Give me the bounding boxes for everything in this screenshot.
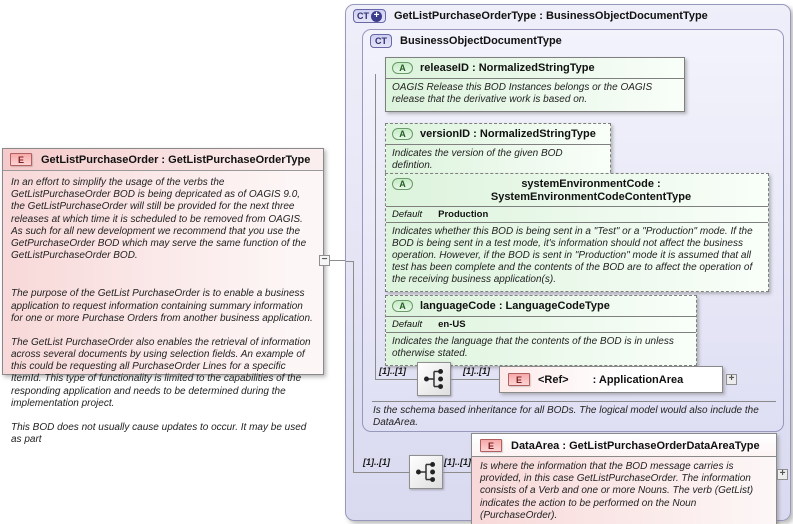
basetype-annotation: Is the schema based inheritance for all BODs. The logical model would also include the DataArea. (373, 405, 759, 429)
attribute-badge-icon: A (392, 178, 413, 190)
connector-line (330, 260, 346, 261)
expand-icon[interactable]: + (726, 374, 737, 385)
connector-line (346, 261, 353, 262)
attribute-annotation: Indicates whether this BOD is being sent in a "Test" or a "Production" mode. If the BOD is being sent in a test mode, it's information should not affect the business operation. However, if the BOD is sent in "Production" mode it is assumed that all test has been complete and the contents of the BOD are to affect the operation of the receiving business application(s). (392, 226, 753, 286)
connector-line (353, 261, 354, 473)
attribute-title: releaseID : NormalizedStringType (420, 62, 595, 74)
attribute-box-languagecode[interactable] (385, 295, 697, 366)
attribute-badge-icon: A (392, 62, 413, 74)
element-badge-icon: E (480, 439, 502, 452)
element-title: GetListPurchaseOrder : GetListPurchaseOrderType (41, 153, 311, 166)
attribute-title: systemEnvironmentCode : SystemEnvironmentCodeContentType (490, 178, 692, 203)
attribute-default-row (386, 207, 768, 223)
attribute-annotation: Indicates the language that the contents of the BOD is in unless otherwise stated. (392, 335, 674, 359)
element-header (3, 149, 323, 171)
default-label: Default (392, 318, 423, 330)
applicationarea-ref-box[interactable] (499, 366, 723, 393)
sequence-icon[interactable] (409, 455, 443, 489)
sequence-icon[interactable] (417, 362, 451, 396)
connector-line (443, 472, 471, 473)
annotation-paragraph: The GetList PurchaseOrder also enables the retrieval of information across several documents by using selection fields. An example of this could be requesting all PurchaseOrder Lines for a specific ItemId. This type of functionality is limited to the capabilities of the responding application and needs to be determined during the implementation project. (11, 336, 311, 409)
annotation-paragraph: This BOD does not usually cause updates to occur. It may be used as part (11, 422, 307, 446)
plus-icon: + (371, 11, 382, 22)
attribute-annotation: Indicates the version of the given BOD defintion. (392, 147, 563, 171)
attribute-title: versionID : NormalizedStringType (420, 128, 596, 140)
collapse-icon[interactable]: − (319, 255, 330, 266)
default-label: Default (392, 209, 423, 221)
basetype-title: BusinessObjectDocumentType (400, 35, 562, 47)
attribute-header (386, 174, 768, 207)
dataarea-header (472, 434, 776, 457)
attribute-header (386, 296, 696, 317)
cardinality-label: [1]..[1] (363, 457, 390, 467)
default-value: en-US (438, 318, 466, 330)
dataarea-title: DataArea : GetListPurchaseOrderDataAreaType (511, 439, 760, 452)
basetype-header (363, 30, 783, 52)
divider (372, 401, 776, 402)
complextype-badge-icon: CT (370, 34, 392, 48)
attribute-box-systemenvironmentcode[interactable] (385, 173, 769, 292)
element-badge-icon: E (10, 153, 32, 166)
element-badge-icon: E (508, 373, 530, 386)
cardinality-label: [1]..[1] (444, 457, 471, 467)
attribute-header (386, 124, 610, 145)
ct-badge-label: CT (357, 11, 369, 21)
businessobjectdocumenttype-container (362, 29, 784, 432)
dataarea-element-box[interactable] (471, 433, 777, 524)
annotation-paragraph: In an effort to simplify the usage of the verbs the GetListPurchaseOrder BOD is being depricated as of OAGIS 9.0, the GetListPurchaseOrder will still be provided for the next three releases at which time it is scheduled to be removed from OAGIS. As such for all new development we recommend that you use the GetPurchaseOrder BOD which may serve the same function of the GetListPurchaseOrder BOD. (11, 177, 307, 262)
element-annotation-text (3, 171, 323, 464)
cardinality-label: [1]..[1] (379, 366, 406, 376)
complextype-header (346, 5, 790, 27)
annotation-paragraph: The purpose of the GetList PurchaseOrder is to enable a business application to request information containing summary information for one or more Purchase Orders from another business application. (11, 288, 313, 324)
attribute-header (386, 58, 684, 79)
attribute-default-row (386, 317, 696, 333)
complextype-title: GetListPurchaseOrderType : BusinessObjectDocumentType (394, 10, 708, 22)
attribute-annotation: OAGIS Release this BOD Instances belongs or the OAGIS release that the derivative work is based on. (392, 81, 653, 105)
ref-type: : ApplicationArea (592, 373, 684, 386)
attribute-box-versionid[interactable] (385, 123, 611, 178)
cardinality-label: [1]..[1] (463, 366, 490, 376)
getlistpurchaseordertype-container (345, 4, 791, 521)
dataarea-annotation: Is where the information that the BOD message carries is provided, in this case GetListPurchaseOrder. The information consists of a Verb and one or more Nouns. The verb (GetList) indicates the action to be performed on the Noun (PurchaseOrder). (472, 457, 776, 524)
connector-line (375, 74, 376, 379)
default-value: Production (438, 209, 489, 221)
connector-line (375, 379, 417, 380)
complextype-derived-badge-icon (353, 9, 386, 23)
connector-line (451, 379, 499, 380)
attribute-badge-icon: A (392, 128, 413, 140)
connector-line (353, 472, 409, 473)
attribute-title: languageCode : LanguageCodeType (420, 300, 610, 312)
expand-icon[interactable]: + (777, 469, 788, 480)
getlistpurchaseorder-element-box[interactable] (2, 148, 324, 446)
ref-name: <Ref> (538, 373, 569, 386)
attribute-badge-icon: A (392, 300, 413, 312)
attribute-box-releaseid[interactable] (385, 57, 685, 112)
